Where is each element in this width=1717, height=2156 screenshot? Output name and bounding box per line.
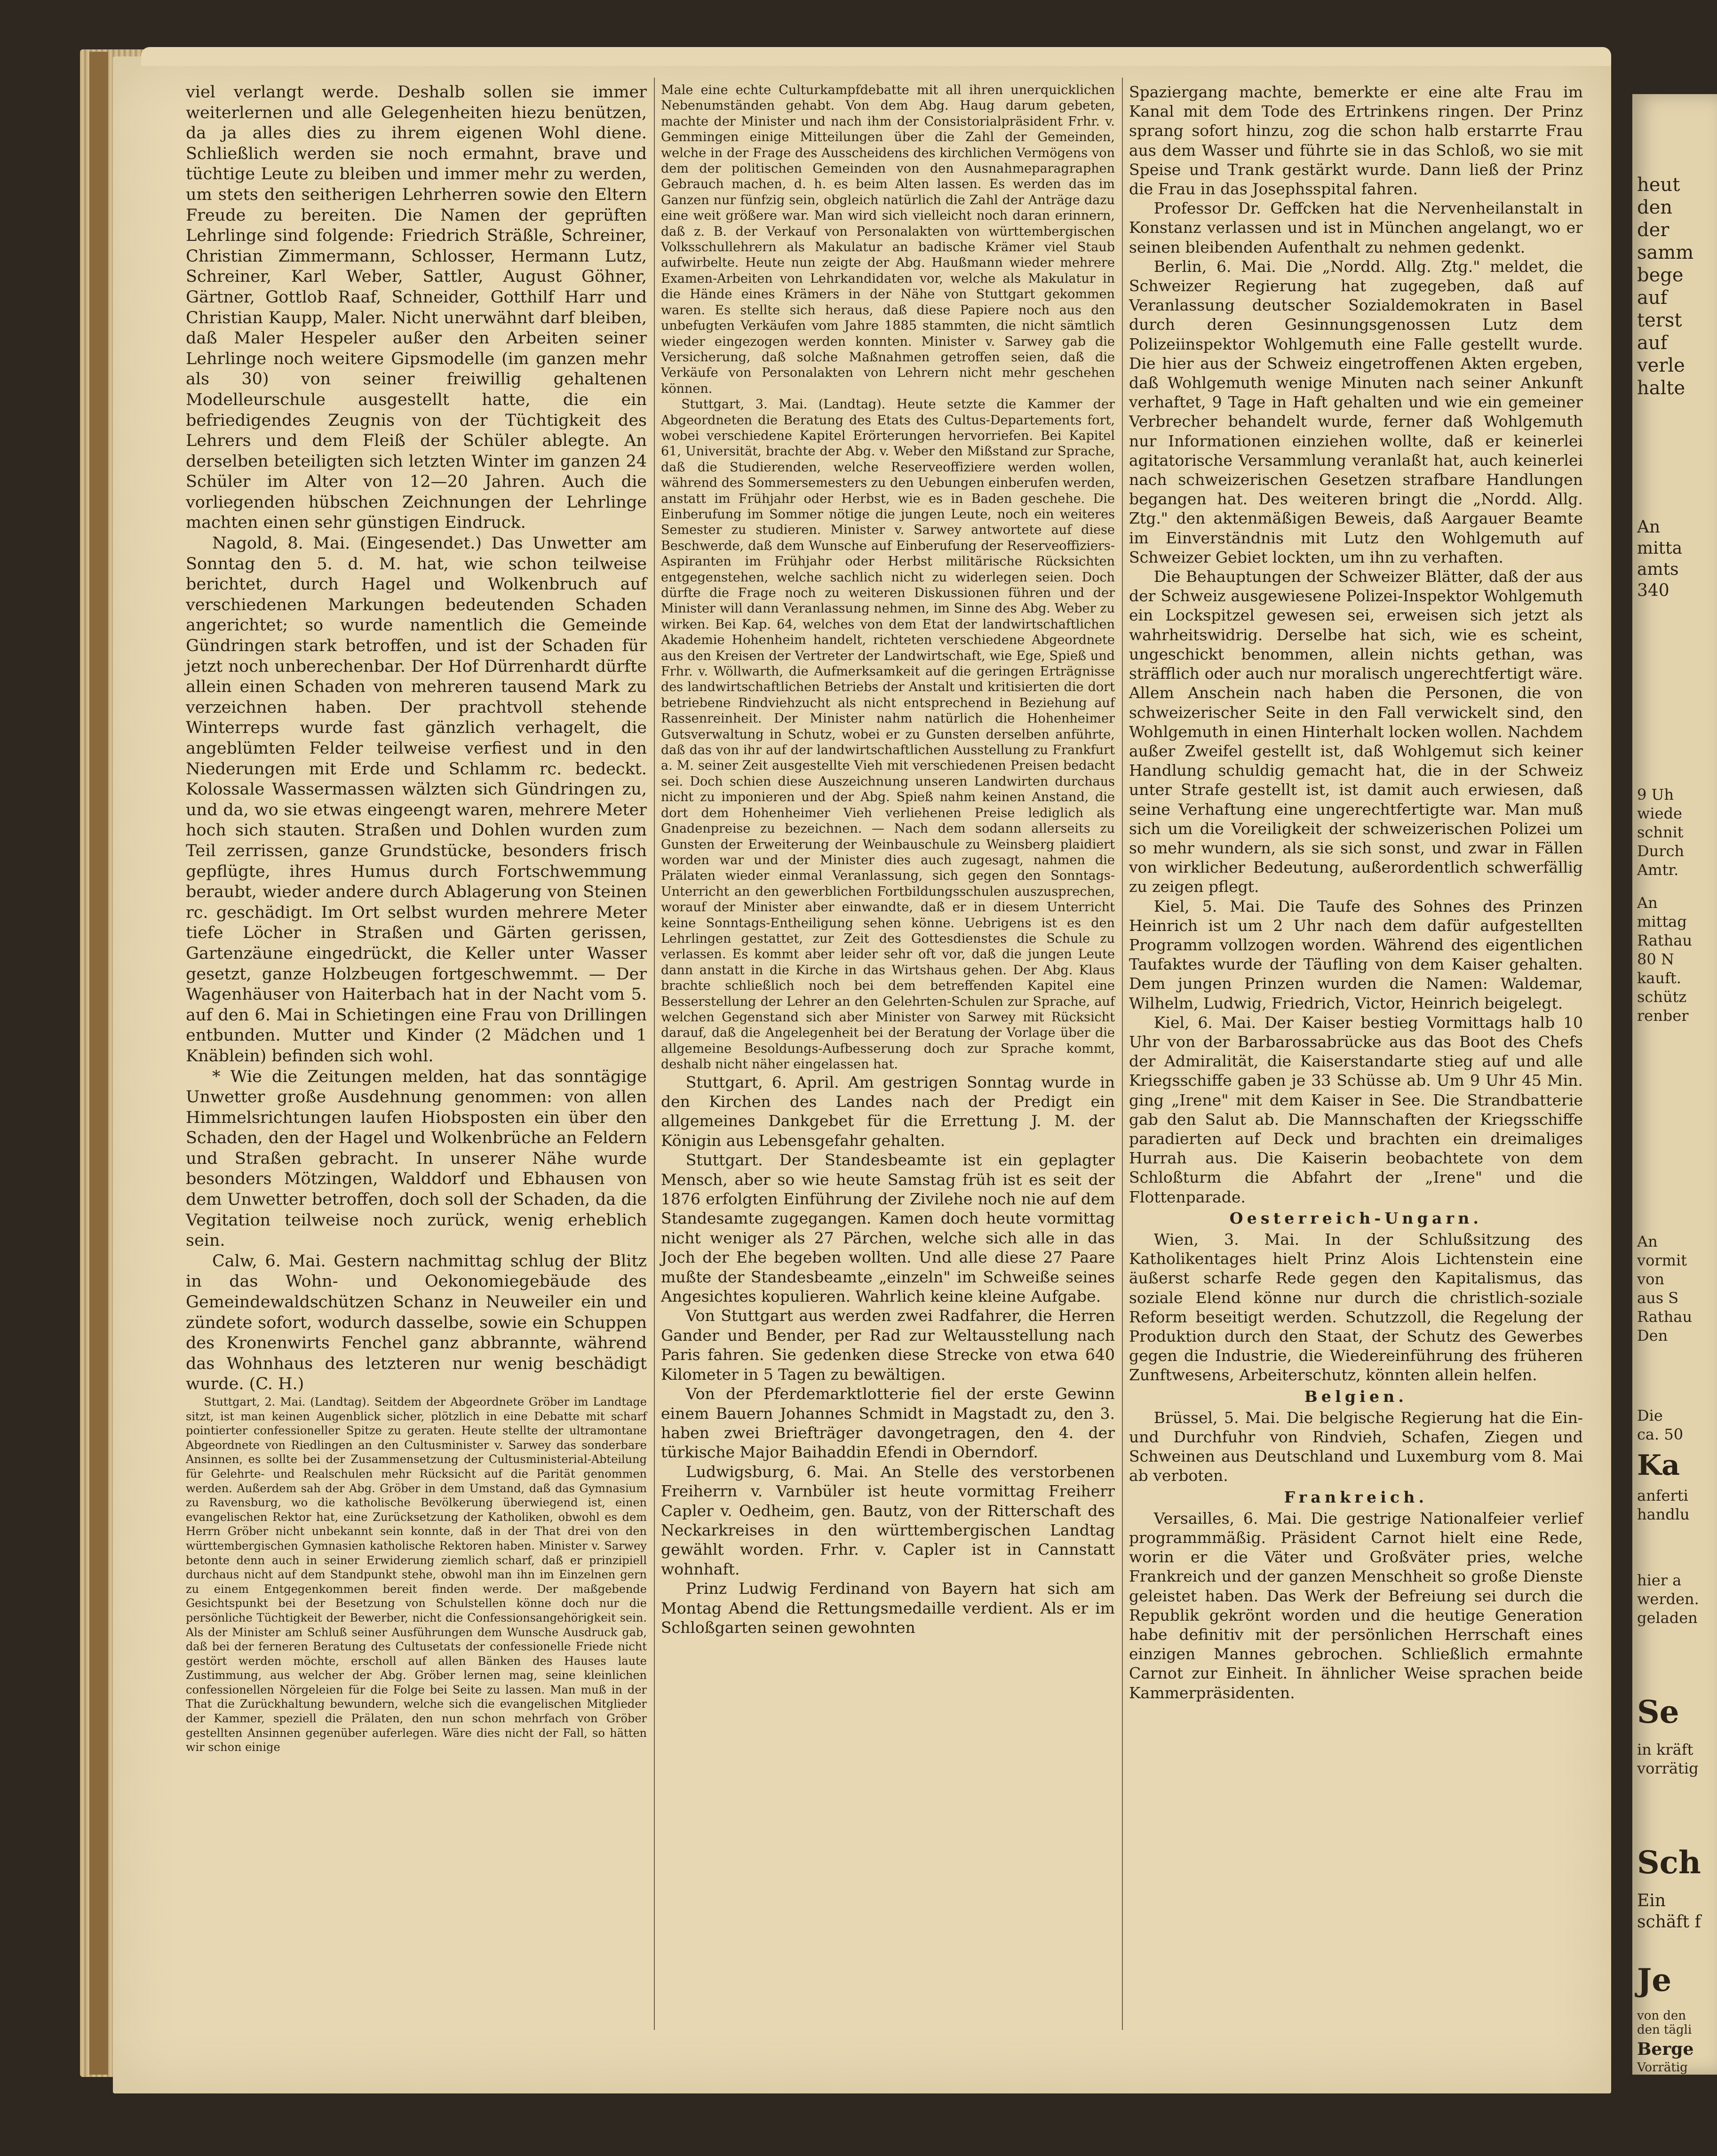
fragment-text: Die [1637,1407,1663,1424]
fragment-text: Durch [1637,842,1685,860]
fragment-text: den [1637,197,1673,218]
fragment-text: Berge [1637,2039,1694,2059]
article-berlin-wohlgemuth: Berlin, 6. Mai. Die „Nordd. Allg. Ztg." meldet, die Schweizer Regierung hat zugegeben, daß auf Veranlassung deutscher Sozialdemokraten in Basel durch deren Gesinnungsgenossen Lutz dem Polizeiinspektor Wohlgemuth eine Falle gestellt wurde. Die hier aus der Schweiz eingetroffenen Akten ergeben, daß Wohlgemuth wenige Minuten nach seiner Ankunft verhaftet, 9 Tage in Haft gehalten und wie ein gemeiner Verbrecher behandelt wurde, ferner daß Wohlgemuth nur Informationen einziehen wollte, daß er keinerlei agitatorische Versammlung veranlaßt hat, auch keinerlei nach schweizerischen Gesetzen strafbare Handlungen begangen hat. Des weiteren bringt die „Nordd. Allg. Ztg." den aktenmäßigen Beweis, daß Aargauer Beamte im Einverständnis mit Lutz den Wohlgemuth auf Schweizer Gebiet lockten, um ihn zu verhaften. [1129,257,1583,566]
fragment-heading: Se [1637,1694,1679,1730]
fragment-text: Ein [1637,1891,1666,1910]
section-heading-austria: Oesterreich-Ungarn. [1229,1209,1483,1227]
fragment-text: hier a [1637,1571,1682,1589]
column-2 [661,82,1115,1637]
article-ludwigsburg: Ludwigsburg, 6. Mai. An Stelle des verstorbenen Freiherrn v. Varnbüler ist heute vormittag Freiherr Capler v. Oedheim, gen. Bautz, von der Ritterschaft des Neckarkreises in den württembergischen Landtag gewählt worden. Frhr. v. Capler ist in Cannstatt wohnhaft. [661,1462,1115,1578]
article-versailles: Versailles, 6. Mai. Die gestrige Nationalfeier verlief programmmäßig. Präsident Carnot hielt eine Rede, worin er die Väter und Großväter pries, welche Frankreich und der ganzen Menschheit so große Dienste geleistet haben. Das Werk der Befreiung sei durch die Republik gekrönt worden und die heutige Generation habe definitiv mit der persönlichen Herrschaft eines einzigen Mannes gebrochen. Schließlich ermahnte Carnot zur Einheit. In ähnlicher Weise sprachen beide Kammerpräsidenten. [1129,1509,1583,1702]
article-nagold: Nagold, 8. Mai. (Eingesendet.) Das Unwetter am Sonntag den 5. d. M. hat, wie schon teilweise berichtet, durch Hagel und Wolkenbruch auf verschiedenen Markungen bedeutenden Schaden angerichtet; so wurde namentlich die Gemeinde Gündringen stark betroffen, und ist der Schaden für jetzt noch unberechenbar. Der Hof Dürrenhardt dürfte allein einen Schaden von mehreren tausend Mark zu verzeichnen haben. Der prachtvoll stehende Winterreps wurde fast gänzlich verhagelt, die angeblümten Felder teilweise verfiest und in den Niederungen mit Erde und Schlamm rc. bedeckt. Kolossale Wassermassen wälzten sich Gündringen zu, und da, wo sie etwas eingeengt waren, mehrere Meter hoch sich stauten. Straßen und Dohlen wurden zum Teil zerrissen, ganze Grundstücke, besonders frisch gepflügte, ihres Humus durch Fortschwemmung beraubt, wieder andere durch Ablagerung von Steinen rc. geschädigt. Im Ort selbst wurden mehrere Meter tiefe Löcher in Straßen und Gärten gerissen, Gartenzäune eingedrückt, die Keller unter Wasser gesetzt, ganze Holzbeugen fortgeschwemmt. — Der Wagenhäuser von Haiterbach hat in der Nacht vom 5. auf den 6. Mai in Schietingen eine Frau von Drillingen entbunden. Mutter und Kinder (2 Mädchen und 1 Knäblein) befinden sich wohl. [186,534,647,1066]
fragment-text: auf [1637,332,1668,354]
fragment-text: schütz [1637,988,1687,1006]
fragment-heading: Je [1637,1962,1672,1998]
section-heading-belgium: Belgien. [1304,1387,1408,1406]
fragment-text: Vorrätig [1637,2061,1688,2075]
article-radfahrer: Von Stuttgart aus werden zwei Radfahrer, die Herren Gander und Bender, per Rad zur Weltausstellung nach Paris fahren. Sie gedenken diese Strecke von etwa 640 Kilometer in 5 Tagen zu bewältigen. [661,1306,1115,1384]
fragment-text: 340 [1637,581,1669,600]
article-lehrlinge-tail: viel verlangt werde. Deshalb sollen sie immer weiterlernen und alle Gelegenheiten hiezu benützen, da ja alles dies zu ihrem eigenen Wohl diene. Schließlich werden sie noch ermahnt, brave und tüchtige Leute zu bleiben und immer mehr zu werden, um stets den seitherigen Lehrherren sowie den Eltern Freude zu bereiten. Die Namen der geprüften Lehrlinge sind folgende: Friedrich Sträßle, Schreiner, Christian Zimmermann, Schlosser, Hermann Lutz, Schreiner, Karl Weber, Sattler, August Göhner, Gärtner, Gottlob Raaf, Schneider, Gotthilf Harr und Christian Kaupp, Maler. Nicht unerwähnt darf bleiben, daß Maler Hespeler außer den Arbeiten seiner Lehrlinge noch weitere Gipsmodelle (im ganzen mehr als 30) von seiner freiwillig gehaltenen Modelleurschule ausgestellt hatte, die ein befriedigendes Zeugnis von der Tüchtigkeit des Lehrers und dem Fleiß der Schüler ablegte. An derselben beteiligten sich letzten Winter im ganzen 24 Schüler im Alter von 12—20 Jahren. Auch die vorliegenden hübschen Zeichnungen der Lehrlinge machten einen sehr günstigen Eindruck. [186,83,647,533]
fragment-text: mitta [1637,539,1683,558]
page-top-edge [141,47,1611,66]
article-culturkampf-tail: Male eine echte Culturkampfdebatte mit all ihren unerquicklichen Nebenumständen gehabt. Von dem Abg. Haug darum gebeten, machte der Minister und nach ihm der Consistorialpräsident Frhr. v. Gemmingen einige Mitteilungen über die Zahl der Gemeinden, welche in der Frage des Ausscheidens des kirchlichen Vermögens von dem der politischen Gemeinden von den Ausnahmeparagraphen Gebrauch machen, d. h. es beim Alten lassen. Es werden das im Ganzen nur fünfzig sein, obgleich natürlich die Zahl der Anträge dazu eine weit größere war. Man wird sich vielleicht noch daran erinnern, daß z. B. der Verkauf von Personalakten von württembergischen Volksschullehrern als Makulatur an badische Krämer viel Staub aufwirbelte. Heute nun zeigte der Abg. Haußmann wieder mehrere Examen-Arbeiten von Lehrkandidaten vor, welche als Makulatur in die Hände eines Krämers in der Nähe von Stuttgart gekommen waren. Es stellte sich heraus, daß diese Papiere noch aus den unbefugten Verkäufen vom Jahre 1885 stammten, die nicht sämtlich wieder eingezogen werden konnten. Minister v. Sarwey gab die Versicherung, daß solche Maßnahmen getroffen seien, daß die Verkäufe von Personalakten von Lehrern nicht mehr geschehen können. [661,83,1115,396]
fragment-text: terst [1637,310,1682,331]
fragment-text: von den [1637,2009,1686,2023]
article-prinz-tail: Spaziergang machte, bemerkte er eine alte Frau im Kanal mit dem Tode des Ertrinkens ringen. Der Prinz sprang sofort hinzu, zog die schon halb erstarrte Frau aus dem Wasser und führte sie in das Schloß, wo sie mit Speise und Trank gestärkt wurde. Dann ließ der Prinz die Frau in das Josephsspital fahren. [1129,83,1583,199]
article-pferdemarktlotterie: Von der Pferdemarktlotterie fiel der erste Gewinn einem Bauern Johannes Schmidt in Magstadt zu, den 3. haben zwei Briefträger davongetragen, den 4. der türkische Major Baihaddin Efendi in Oberndorf. [661,1384,1115,1462]
book-binding-spine [89,52,108,2075]
fragment-text: handlu [1637,1505,1690,1523]
fragment-text: geladen [1637,1609,1698,1627]
fragment-text: bege [1637,264,1684,286]
fragment-text: mittag [1637,913,1687,931]
column-divider [654,78,655,2030]
fragment-text: An [1637,894,1658,912]
fragment-text: Rathau [1637,1308,1693,1326]
column-1 [186,82,647,1755]
fragment-text: halte [1637,377,1685,399]
article-stuttgart-landtag-3-mai: Stuttgart, 3. Mai. (Landtag). Heute setzte die Kammer der Abgeordneten die Beratung des Etats des Cultus-Departements fort, wobei verschiedene Kapitel Erörterungen hervorriefen. Bei Kapitel 61, Universität, brachte der Abg. v. Weber den Mißstand zur Sprache, daß die Studierenden, welche Reserveoffiziere werden wollen, während des Sommersemesters zu den Uebungen einberufen werden, anstatt im Frühjahr oder Herbst, wie es in Baden geschehe. Die Einberufung im Sommer nötige die jungen Leute, noch ein weiteres Semester zu studieren. Minister v. Sarwey antwortete auf diese Beschwerde, daß dem Wunsche auf Einberufung der Reserveoffiziers-Aspiranten im Frühjahr oder Herbst militärische Rücksichten entgegenstehen, welche sachlich nicht zu widerlegen seien. Doch dürfte die Frage noch zu weiteren Diskussionen führen und der Minister will dann Veranlassung nehmen, im Sinne des Abg. Weber zu wirken. Bei Kap. 64, welches von dem Etat der landwirtschaftlichen Akademie Hohenheim handelt, richteten verschiedene Abgeordnete aus den Kreisen der Vertreter der Landwirtschaft, wie Ege, Spieß und Frhr. v. Wöllwarth, die Aufmerksamkeit auf die geringen Erträgnisse des landwirtschaftlichen Betriebs der Anstalt und kritisierten die dort betriebene Rindviehzucht als nicht entsprechend in Beziehung auf Rassenreinheit. Der Minister nahm natürlich die Hohenheimer Gutsverwaltung in Schutz, wobei er zu Gunsten derselben anführte, daß das von ihr auf der landwirtschaftlichen Ausstellung zu Frankfurt a. M. seiner Zeit ausgestellte Vieh mit verschiedenen Preisen bedacht sei. Doch schien diese Auszeichnung unseren Landwirten durchaus nicht zu imponieren und der Abg. Spieß nahm keinen Anstand, die dort dem Hohenheimer Vieh verliehenen Preise lediglich als Gnadenpreise zu bezeichnen. — Nach dem sodann allerseits zu Gunsten der Erweiterung der Weinbauschule zu Weinsberg plaidiert worden war und der Minister dies auch zugesagt, nahmen die Prälaten wieder einmal Veranlassung, sich gegen den Sonntags-Unterricht an den gewerblichen Fortbildungsschulen auszusprechen, worauf der Minister aber einwandte, daß er in diesem Unterricht keine Sonntags-Entheiligung sehen könne. Uebrigens ist es den Lehrlingen gestattet, zur Zeit des Gottesdienstes die Schule zu verlassen. Es kommt aber leider sehr oft vor, daß die jungen Leute dann anstatt in die Kirche in das Wirtshaus gehen. Der Abg. Klaus brachte schließlich noch bei dem betreffenden Kapitel eine Besserstellung der Lehrer an den Gelehrten-Schulen zur Sprache, auf welchen Gegenstand sich aber Minister von Sarwey mit Rücksicht darauf, daß die Angelegenheit bei der Beratung der Vorlage über die allgemeine Besoldungs-Aufbesserung doch zur Sprache kommt, deshalb nicht näher eingelassen hat. [661,397,1115,1072]
article-calw: Calw, 6. Mai. Gestern nachmittag schlug der Blitz in das Wohn- und Oekonomiegebäude des Gemeindewaldschützen Schanz in Neuweiler ein und zündete sofort, wodurch dasselbe, sowie ein Schuppen des Kronenwirts Fenchel ganz abbrannte, während das Wohnhaus des letzteren nur wenig beschädigt wurde. (C. H.) [186,1251,647,1394]
article-schweizer-blaetter: Die Behauptungen der Schweizer Blätter, daß der aus der Schweiz ausgewiesene Polizei-Inspektor Wohlgemuth ein Lockspitzel gewesen sei, erweisen sich jetzt als wahrheitswidrig. Derselbe hat sich, wie es scheint, ungeschickt benommen, allein nichts gethan, was sträfflich oder auch nur moralisch ungerechtfertigt wäre. Allem Anschein nach haben die Personen, die von schweizerischer Seite in den Fall verwickelt sind, den Wohlgemuth in einen Hinterhalt locken wollen. Nachdem außer Zweifel gestellt ist, daß Wohlgemut sich keiner Handlung schuldig gemacht hat, die in der Schweiz unter Strafe gestellt ist, ist damit auch erwiesen, daß seine Verhaftung eine ungerechtfertigte war. Man muß sich um die Voreiligkeit der schweizerischen Polizei um so mehr wundern, als sie sich sonst, und zwar in Fällen von wirklicher Bedeutung, außerordentlich schwerfällig zu zeigen pflegt. [1129,567,1583,896]
column-divider [1122,78,1123,2030]
fragment-text: verle [1637,355,1685,376]
fragment-text: amts [1637,560,1679,579]
article-stuttgart-dankgebet: Stuttgart, 6. April. Am gestrigen Sonntag wurde in den Kirchen des Landes nach der Predigt ein allgemeines Dankgebet für die Errettung J. M. der Königin aus Lebensgefahr gehalten. [661,1073,1115,1150]
fragment-text: von [1637,1270,1664,1288]
fragment-text: An [1637,517,1661,537]
article-standesbeamte: Stuttgart. Der Standesbeamte ist ein geplagter Mensch, aber so wie heute Samstag früh ist es seit der 1876 erfolgten Einführung der Zivilehe noch nie auf dem Standesamte zugegangen. Kamen doch heute vormittag nicht weniger als 27 Pärchen, welche sich alle in das Joch der Ehe begeben wollten. Und alle diese 27 Paare mußte der Standesbeamte „einzeln" im Schweiße seines Angesichtes kopulieren. Wahrlich keine kleine Aufgabe. [661,1151,1115,1306]
fragment-text: den tägli [1637,2023,1692,2037]
column-3 [1129,82,1583,1703]
fragment-text: der [1637,219,1669,241]
article-wien: Wien, 3. Mai. In der Schlußsitzung des Katholikentages hielt Prinz Alois Lichtenstein eine äußerst scharfe Rede gegen den Kapitalismus, das soziale Elend könne nur durch die christlich-soziale Reform beseitigt werden. Schutzzoll, die Regelung der Produktion durch den Staat, der Schutz des Gewerbes gegen die Industrie, die Wiedereinführung des früheren Zunftwesens, Arbeiterschutz, könnten allein helfen. [1129,1230,1583,1384]
fragment-text: vormit [1637,1251,1687,1269]
fragment-text: An [1637,1233,1658,1250]
article-stuttgart-landtag-2-mai: Stuttgart, 2. Mai. (Landtag). Seitdem der Abgeordnete Gröber im Landtage sitzt, ist man keinen Augenblick sicher, plötzlich in eine Debatte mit scharf pointierter confessioneller Spitze zu geraten. Heute stellte der ultramontane Abgeordnete von Riedlingen an den Cultusminister v. Sarwey das sonderbare Ansinnen, es sollte bei der Zusammensetzung der Cultusministerial-Abteilung für Gelehrte- und Realschulen mehr Rücksicht auf die Parität genommen werden. Außerdem sah der Abg. Gröber in dem Umstand, daß das Gymnasium zu Ravensburg, wo die katholische Bevölkerung überwiegend ist, einen evangelischen Rektor hat, eine Zurücksetzung der Katholiken, obwohl es dem Herrn Gröber nicht unbekannt sein konnte, daß in der That drei von den württembergischen Gymnasien katholische Rektoren haben. Minister v. Sarwey betonte denn auch in seiner Erwiderung ziemlich scharf, daß er prinzipiell durchaus nicht auf dem Standpunkt stehe, obwohl man ihn im Einzelnen gern zu einem Entgegenkommen bereit finden werde. Der maßgebende Gesichtspunkt bei der Besetzung von Schulstellen könne doch nur die persönliche Tüchtigkeit der Bewerber, nicht die Confessionsangehörigkeit sein. Als der Minister am Schluß seiner Ausführungen dem Wunsche Ausdruck gab, daß bei der ferneren Beratung des Cultusetats der confessionelle Friede nicht gestört werden möchte, erscholl auf allen Bänken des Hauses laute Zustimmung, aus welcher der Abg. Gröber lernen mag, seine kleinlichen confessionellen Nörgeleien für die Folge bei Seite zu lassen. Man muß in der That die Zurückhaltung bewundern, welche sich die evangelischen Mitglieder der Kammer, speziell die Prälaten, den nun schon mehrfach von Gröber gestellten Ansinnen gegenüber auferlegen. Wäre dies nicht der Fall, so hätten wir schon einige [186,1395,647,1754]
section-heading-france: Frankreich. [1284,1488,1428,1506]
fragment-text: samm [1637,242,1694,263]
fragment-text: wiede [1637,804,1682,822]
fragment-text: schnit [1637,823,1684,841]
fragment-text: 9 Uh [1637,786,1674,804]
article-prinz-ludwig-ferdinand: Prinz Ludwig Ferdinand von Bayern hat sich am Montag Abend die Rettungsmedaille verdient. Als er im Schloßgarten seinen gewohnten [661,1579,1115,1637]
fragment-text: Amtr. [1637,861,1679,879]
fragment-text: heut [1637,174,1680,196]
fragment-text: werden. [1637,1590,1699,1608]
fragment-text: Den [1637,1327,1668,1345]
fragment-heading: Ka [1637,1449,1680,1482]
fragment-text: ca. 50 [1637,1425,1684,1443]
fragment-heading: Sch [1637,1844,1701,1881]
fragment-text: aus S [1637,1289,1679,1307]
article-kiel-taufe: Kiel, 5. Mai. Die Taufe des Sohnes des Prinzen Heinrich ist um 2 Uhr nach dem dafür aufgestellten Programm vollzogen worden. Während des eigentlichen Taufaktes wurde der Täufling von dem Kaiser gehalten. Dem jungen Prinzen wurden die Namen: Waldemar, Wilhelm, Ludwig, Friedrich, Victor, Heinrich beigelegt. [1129,897,1583,1012]
article-unwetter: * Wie die Zeitungen melden, hat das sonntägige Unwetter große Ausdehnung genommen: von allen Himmelsrichtungen laufen Hiobsposten ein über den Schaden, den der Hagel und Wolkenbrüche an Feldern und Straßen gebracht. In unserer Nähe wurde besonders Mötzingen, Walddorf und Ebhausen von dem Unwetter betroffen, doch soll der Schaden, da die Vegitation teilweise noch zurück, wenig erheblich sein. [186,1067,647,1250]
fragment-text: 80 N [1637,950,1674,968]
fragment-text: Rathau [1637,931,1693,949]
fragment-text: renber [1637,1007,1689,1025]
fragment-text: auf [1637,287,1668,309]
article-bruessel: Brüssel, 5. Mai. Die belgische Regierung hat die Ein- und Durchfuhr von Rindvieh, Schafen, Ziegen und Schweinen aus Deutschland und Luxemburg vom 8. Mai ab verboten. [1129,1408,1583,1485]
fragment-text: anferti [1637,1487,1688,1504]
adjacent-page-edge [1632,94,1717,2075]
article-kiel-kaiser: Kiel, 6. Mai. Der Kaiser bestieg Vormittags halb 10 Uhr von der Barbarossabrücke aus das Boot des Chefs der Admiralität, die Kaiserstandarte stieg auf und alle Kriegsschiffe gaben je 33 Schüsse ab. Um 9 Uhr 45 Min. ging „Irene" mit dem Kaiser in See. Die Strandbatterie gab den Salut ab. Die Mannschaften der Kriegsschiffe paradierten auf Deck und brachten ein dreimaliges Hurrah aus. Die Kaiserin beobachtete von dem Schloßturm die Abfahrt der „Irene" und die Flottenparade. [1129,1013,1583,1206]
fragment-text: kauft. [1637,969,1681,987]
fragment-text: schäft f [1637,1912,1701,1932]
article-geffcken: Professor Dr. Geffcken hat die Nervenheilanstalt in Konstanz verlassen und ist in München angelangt, wo er seinen bleibenden Aufenthalt zu nehmen gedenkt. [1129,199,1583,256]
fragment-text: vorrätig [1637,1759,1699,1777]
fragment-text: in kräft [1637,1741,1693,1758]
